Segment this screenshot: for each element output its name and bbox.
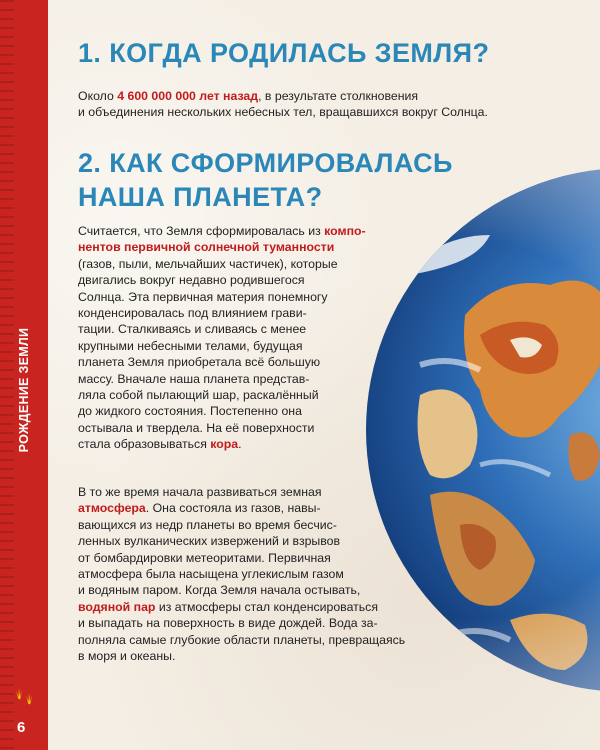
sidebar-spine bbox=[0, 0, 48, 750]
page-number: 6 bbox=[17, 719, 26, 736]
text-line: до жидкого состояния. Постепенно она bbox=[78, 404, 302, 419]
text-line: вающихся из недр планеты во время бесчис- bbox=[78, 517, 337, 532]
highlight-age: 4 600 000 000 лет назад bbox=[117, 89, 259, 103]
text-line: остывала и твердела. На её поверхности bbox=[78, 420, 315, 435]
section-title-vertical: РОЖДЕНИЕ ЗЕМЛИ bbox=[17, 327, 31, 453]
heading-how-planet-formed: 2. КАК СФОРМИРОВАЛАСЬ НАША ПЛАНЕТА? bbox=[78, 148, 453, 212]
text-line: ленных вулканических извержений и взрывов bbox=[78, 534, 341, 549]
text-line: и выпадать на поверхность в виде дождей. Вода за- bbox=[78, 616, 378, 631]
highlight-crust: кора bbox=[210, 437, 239, 452]
paragraph-earth-age bbox=[78, 88, 488, 121]
text-line: тации. Сталкиваясь и сливаясь с менее bbox=[78, 322, 307, 337]
text-line: Около 4 600 000 000 лет назад, в результате столкновения bbox=[78, 89, 419, 103]
highlight-atmosphere: атмосфера bbox=[78, 501, 146, 516]
text-line: В то же время начала развиваться земная bbox=[78, 485, 322, 499]
paragraph-formation bbox=[78, 223, 366, 453]
text-line: Солнца. Эта первичная материя понемногу bbox=[78, 289, 328, 304]
dino-footprints-icon bbox=[14, 684, 38, 706]
highlight-nebula-2: нентов первичной солнечной туманности bbox=[78, 240, 335, 255]
heading-when-earth-born: 1. КОГДА РОДИЛАСЬ ЗЕМЛЯ? bbox=[78, 38, 490, 68]
text-line: атмосфера была насыщена углекислым газом bbox=[78, 567, 344, 582]
text-line: ляла собой пылающий шар, раскалённый bbox=[78, 388, 319, 403]
text-line: массу. Вначале наша планета представ- bbox=[78, 371, 310, 386]
paragraph-atmosphere bbox=[78, 484, 405, 664]
text-line: полняла самые глубокие области планеты, превращаясь bbox=[78, 632, 406, 647]
text-line: стала образовываться кора. bbox=[78, 437, 242, 452]
text-line: двигались вокруг недавно родившегося bbox=[78, 273, 305, 288]
text-line: атмосфера. Она состояла из газов, навы- bbox=[78, 501, 321, 516]
text-line: конденсировалась под влиянием грави- bbox=[78, 306, 307, 321]
text-line: крупными небесными телами, будущая bbox=[78, 338, 303, 353]
highlight-water-vapor: водяной пар bbox=[78, 599, 156, 614]
text-line: водяной пар из атмосферы стал конденсироваться bbox=[78, 599, 378, 614]
text-line: планета Земля приобретала всё большую bbox=[78, 355, 321, 370]
text-line: (газов, пыли, мельчайших частичек), которые bbox=[78, 256, 338, 271]
text-line: от бомбардировки метеоритами. Первичная bbox=[78, 550, 331, 565]
text-line: и водяным паром. Когда Земля начала остывать, bbox=[78, 583, 361, 598]
highlight-nebula-1: компо- bbox=[324, 224, 366, 238]
text-line: и объединения нескольких небесных тел, вращавшихся вокруг Солнца. bbox=[78, 105, 488, 120]
text-line: Считается, что Земля сформировалась из компо- bbox=[78, 224, 366, 238]
spine-pattern bbox=[0, 0, 14, 750]
text-line: в моря и океаны. bbox=[78, 649, 176, 664]
